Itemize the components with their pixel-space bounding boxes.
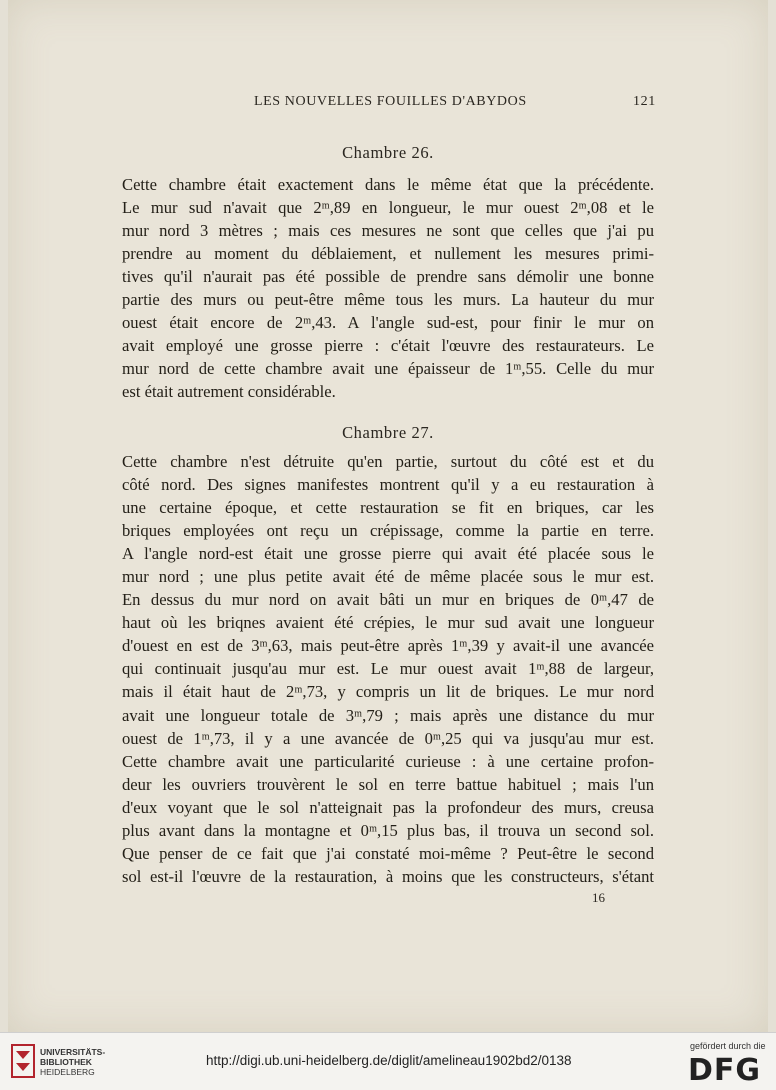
text-line: d'eux voyant que le sol n'atteignait pas la profondeur des murs, creusa	[122, 797, 654, 817]
text-line: côté nord. Des signes manifestes montrent qu'il y a eu restauration à	[122, 475, 654, 495]
text-line: En dessus du mur nord on avait bâti un mur en briques de 0ᵐ,47 de	[122, 590, 654, 610]
text-line: avait employé une grosse pierre : c'était l'œuvre des restaurateurs. Le	[122, 336, 654, 356]
text-line: mur nord 3 mètres ; mais ces mesures ne sont que celles que j'ai pu	[122, 221, 654, 241]
text-line: prendre au moment du déblaiement, et nullement les mesures primi-	[122, 244, 654, 264]
text-line: briques employées ont reçu un crépissage, comme la partie en terre.	[122, 521, 654, 541]
running-header	[8, 94, 768, 114]
library-name	[40, 1047, 105, 1077]
running-title: LES NOUVELLES FOUILLES D'ABYDOS	[254, 94, 527, 109]
text-line: A l'angle nord-est était une grosse pierre qui avait été placée sous le	[122, 544, 654, 564]
text-line: haut où les briqnes avaient été crépies, le mur sud avait une longueur	[122, 613, 654, 633]
library-name-line-2: BIBLIOTHEK	[40, 1057, 92, 1067]
text-line: deur les ouvriers trouvèrent le sol en terre battue habituel ; mais l'un	[122, 774, 654, 794]
dfg-logo[interactable]: DFG	[688, 1053, 762, 1088]
permalink-url[interactable]: http://digi.ub.uni-heidelberg.de/diglit/amelineau1902bd2/0138	[206, 1053, 572, 1068]
text-line: une certaine époque, et cette restauration se fit en briques, car les	[122, 498, 654, 518]
text-line: ouest était encore de 2ᵐ,43. A l'angle sud-est, pour finir le mur on	[122, 313, 654, 333]
text-line: Le mur sud n'avait que 2ᵐ,89 en longueur, le mur ouest 2ᵐ,08 et le	[122, 198, 654, 218]
text-line: d'ouest en est de 3ᵐ,63, mais peut-être après 1ᵐ,39 y avait-il une avancée	[122, 636, 654, 656]
university-library-logo-icon[interactable]	[10, 1043, 36, 1079]
text-line: mur nord ; une plus petite avait été de même placée sous le mur est.	[122, 567, 654, 587]
paragraph-chambre-26	[122, 173, 654, 403]
text-line: Cette chambre était exactement dans le même état que la précédente.	[122, 175, 654, 194]
signature-mark: 16	[592, 890, 605, 905]
viewer-footer	[0, 1032, 776, 1090]
text-line: plus avant dans la montagne et 0ᵐ,15 plus bas, il trouva un second sol.	[122, 820, 654, 840]
text-line: partie des murs ou peut-être même tous les murs. La hauteur du mur	[122, 290, 654, 310]
text-line: sol est-il l'œuvre de la restauration, à moins que les constructeurs, s'étant	[122, 866, 654, 886]
text-line: qui continuait jusqu'au mur est. Le mur ouest avait 1ᵐ,88 de largeur,	[122, 659, 654, 679]
text-line: mur nord de cette chambre avait une épaisseur de 1ᵐ,55. Celle du mur	[122, 359, 654, 379]
text-line: Cette chambre avait une particularité curieuse : à une certaine profon-	[122, 751, 654, 771]
page-number: 121	[633, 94, 656, 109]
text-line: Cette chambre n'est détruite qu'en partie, surtout du côté est et du	[122, 452, 654, 471]
section-heading-chambre-27: Chambre 27.	[342, 423, 434, 442]
paragraph-chambre-27	[122, 450, 654, 888]
scanned-book-page	[8, 0, 768, 1032]
text-line: Que penser de ce fait que j'ai constaté moi-même ? Peut-être le second	[122, 843, 654, 863]
text-line: tives qu'il n'aurait pas été possible de prendre sans démolir une bonne	[122, 267, 654, 287]
library-name-line-1: UNIVERSITÄTS-	[40, 1047, 106, 1057]
funding-label: gefördert durch die	[690, 1041, 766, 1051]
text-line: ouest de 1ᵐ,73, il y a une avancée de 0ᵐ,25 qui va jusqu'au mur est.	[122, 728, 654, 748]
text-line: est était autrement considérable.	[122, 382, 336, 402]
library-city: HEIDELBERG	[40, 1067, 95, 1077]
text-line: avait une longueur totale de 3ᵐ,79 ; mais après une distance du mur	[122, 705, 654, 725]
section-heading-chambre-26: Chambre 26.	[342, 143, 434, 162]
text-line: mais il était haut de 2ᵐ,73, y compris un lit de briques. Le mur nord	[122, 682, 654, 702]
